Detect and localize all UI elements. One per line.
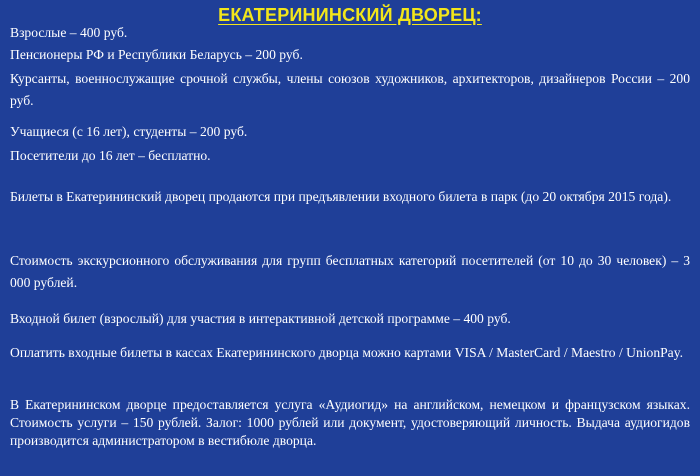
price-cadets: Курсанты, военнослужащие срочной службы, члены союзов художников, архитекторов, дизайнеров России – 200 руб. bbox=[10, 71, 690, 108]
info-audioguide: В Екатерининском дворце предоставляется услуга «Аудиогид» на английском, немецком и французском языках. Стоимость услуги – 150 рублей. Залог: 1000 рублей или документ, удостоверяющий личность. Выдача аудиогидов производится администратором в вестибюле дворца. bbox=[10, 397, 690, 448]
info-payment-cards: Оплатить входные билеты в кассах Екатерининского дворца можно картами VISA / MasterCard / Maestro / UnionPay. bbox=[10, 345, 684, 360]
price-pensioners: Пенсионеры РФ и Республики Беларусь – 200 руб. bbox=[10, 47, 303, 62]
info-ticket-requirement: Билеты в Екатерининский дворец продаются при предъявлении входного билета в парк (до 20 октября 2015 года). bbox=[10, 189, 672, 204]
page-title: ЕКАТЕРИНИНСКИЙ ДВОРЕЦ: bbox=[218, 5, 482, 25]
price-adults: Взрослые – 400 руб. bbox=[10, 25, 128, 40]
price-children: Посетители до 16 лет – бесплатно. bbox=[10, 148, 211, 163]
info-kids-program: Входной билет (взрослый) для участия в интерактивной детской программе – 400 руб. bbox=[10, 311, 511, 326]
info-excursion-cost: Стоимость экскурсионного обслуживания для групп бесплатных категорий посетителей (от 10 до 30 человек) – 3 000 рублей. bbox=[10, 253, 690, 290]
price-students: Учащиеся (с 16 лет), студенты – 200 руб. bbox=[10, 124, 248, 139]
